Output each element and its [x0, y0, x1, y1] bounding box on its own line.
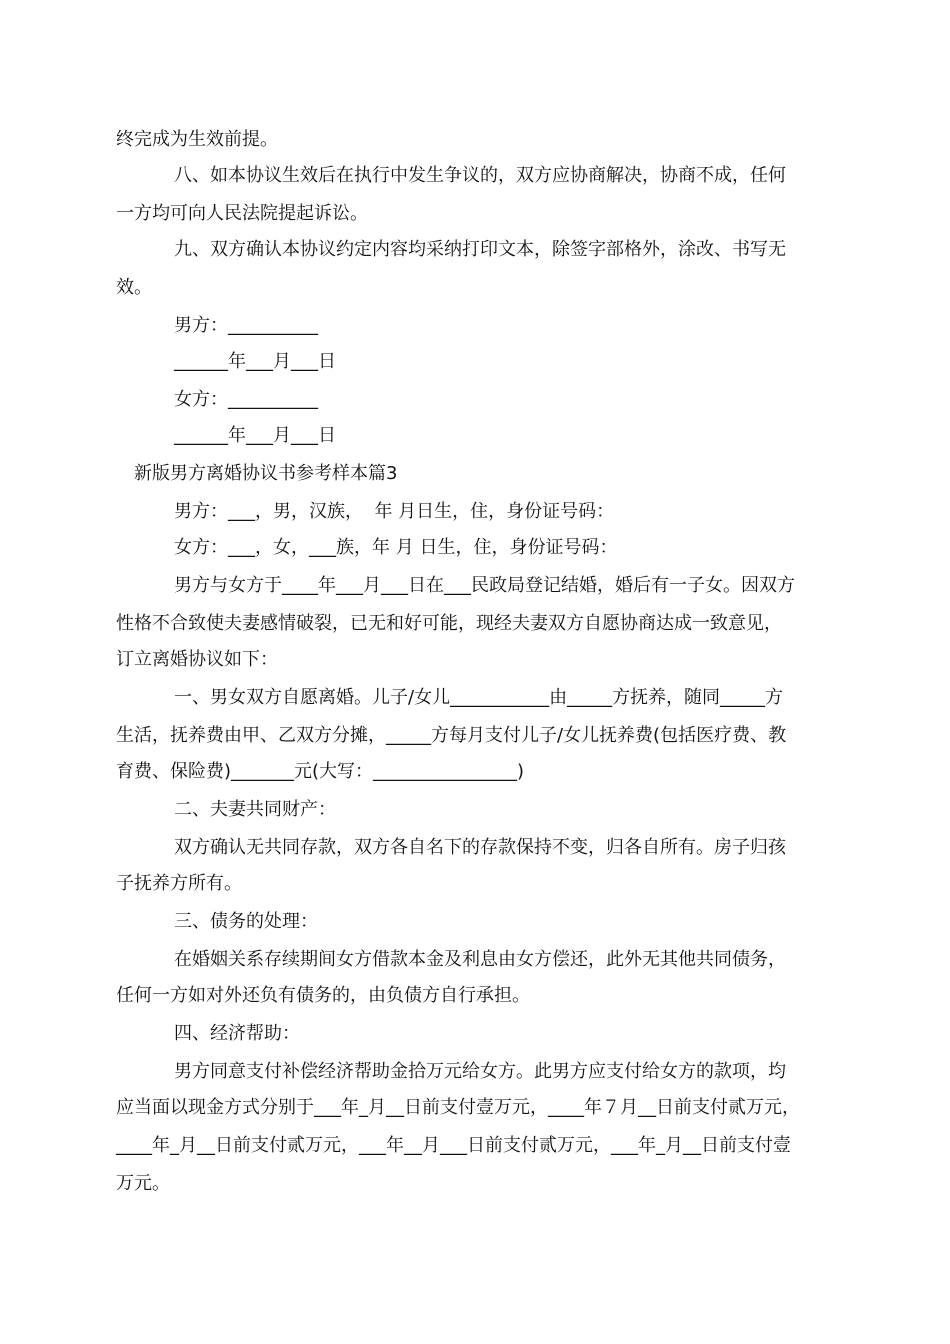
- signature-female: 女方：__________: [174, 389, 318, 410]
- text-line-24: 任何一方如对外还负有债务的，由负债方自行承担。: [116, 985, 530, 1006]
- text-line-18: 育费、保险费)_______元(大写：________________): [116, 761, 525, 782]
- text-line-27: 应当面以现金方式分别于___年_月__日前支付壹万元，____年７月__日前支付贰万元，: [116, 1097, 800, 1118]
- text-line-13: 男方与女方于____年___月___日在___民政局登记结婚，婚后有一子女。因双方: [174, 575, 795, 596]
- text-line-14: 性格不合致使夫妻感情破裂，已无和好可能，现经夫妻双方自愿协商达成一致意见，: [116, 613, 782, 634]
- signature-male: 男方：__________: [174, 315, 318, 336]
- clause-heading-4: 四、经济帮助：: [174, 1023, 300, 1044]
- text-line-12: 女方：___，女，___族，年 月 日生，住，身份证号码：: [174, 537, 618, 558]
- text-line-5: 效。: [116, 277, 152, 298]
- signature-female-date: ______年___月___日: [174, 425, 336, 446]
- text-line-3: 一方均可向人民法院提起诉讼。: [116, 203, 368, 224]
- text-line-23: 在婚姻关系存续期间女方借款本金及利息由女方偿还，此外无其他共同债务，: [174, 949, 786, 970]
- text-line-1: 终完成为生效前提。: [116, 129, 278, 150]
- text-line-17: 生活，抚养费由甲、乙双方分摊，_____方每月支付儿子/女儿抚养费(包括医疗费、教: [116, 725, 787, 746]
- text-line-15: 订立离婚协议如下：: [116, 649, 278, 670]
- text-line-2: 八、如本协议生效后在执行中发生争议的，双方应协商解决，协商不成，任何: [174, 165, 786, 186]
- text-line-16: 一、男女双方自愿离婚。儿子/女儿___________由_____方抚养，随同_____方: [174, 687, 784, 708]
- text-line-21: 子抚养方所有。: [116, 873, 242, 894]
- text-line-26: 男方同意支付补偿经济帮助金拾万元给女方。此男方应支付给女方的款项，均: [174, 1061, 786, 1082]
- text-line-28: ____年_月__日前支付贰万元，___年__月___日前支付贰万元，___年_月__日前支付壹: [116, 1135, 791, 1156]
- text-line-29: 万元。: [116, 1173, 170, 1194]
- clause-heading-3: 三、债务的处理：: [174, 911, 318, 932]
- signature-male-date: ______年___月___日: [174, 351, 336, 372]
- text-line-4: 九、双方确认本协议约定内容均采纳打印文本，除签字部格外，涂改、书写无: [174, 239, 786, 260]
- clause-heading-2: 二、夫妻共同财产：: [174, 799, 336, 820]
- section-heading: 新版男方离婚协议书参考样本篇3: [134, 463, 398, 484]
- text-line-11: 男方：___，男，汉族， 年 月日生，住，身份证号码：: [174, 501, 615, 522]
- text-line-20: 双方确认无共同存款，双方各自名下的存款保持不变，归各自所有。房子归孩: [174, 837, 786, 858]
